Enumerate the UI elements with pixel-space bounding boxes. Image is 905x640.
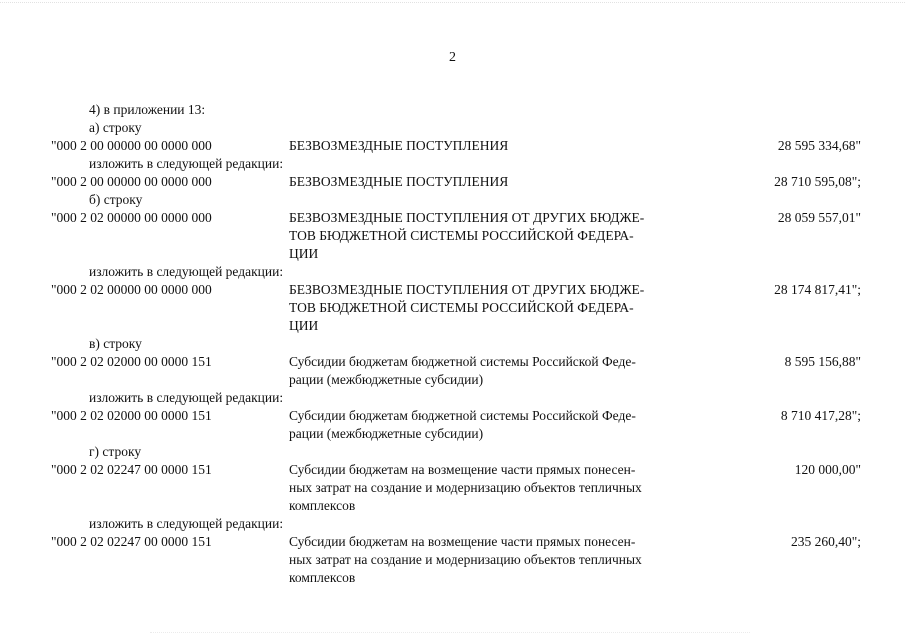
row-amount: 28 174 817,41"; xyxy=(774,282,861,297)
row-code: "000 2 02 02000 00 0000 151 xyxy=(51,408,212,423)
row-description: БЕЗВОЗМЕЗДНЫЕ ПОСТУПЛЕНИЯ xyxy=(289,138,509,153)
table-row-a-new xyxy=(0,173,905,191)
row-code: "000 2 02 00000 00 0000 000 xyxy=(51,210,212,225)
row-code: "000 2 00 00000 00 0000 000 xyxy=(51,138,212,153)
table-row-g-old xyxy=(0,461,905,515)
row-amount: 235 260,40"; xyxy=(790,534,861,549)
row-code: "000 2 02 02247 00 0000 151 xyxy=(51,462,212,477)
table-row-v-old xyxy=(0,353,905,389)
replace-instruction: изложить в следующей редакции: xyxy=(89,264,284,279)
subsection-a-label: а) строку xyxy=(89,120,142,135)
table-row-a-old xyxy=(0,137,905,155)
row-amount: 28 059 557,01" xyxy=(777,210,861,225)
row-code: "000 2 02 02247 00 0000 151 xyxy=(51,534,212,549)
table-row-b-old xyxy=(0,209,905,263)
row-description: БЕЗВОЗМЕЗДНЫЕ ПОСТУПЛЕНИЯ ОТ ДРУГИХ БЮДЖЕ- ТОВ БЮДЖЕТНОЙ СИСТЕМЫ РОССИЙСКОЙ ФЕДЕРА- ЦИИ xyxy=(289,210,645,261)
page-number: 2 xyxy=(449,50,456,65)
table-row-v-new xyxy=(0,407,905,443)
subsection-g-label: г) строку xyxy=(89,444,142,459)
row-description: Субсидии бюджетам бюджетной системы Российской Феде- рации (межбюджетные субсидии) xyxy=(289,408,636,441)
row-description: Субсидии бюджетам на возмещение части прямых понесен- ных затрат на создание и модернизацию объектов тепличных комплексов xyxy=(289,462,642,513)
replace-instruction: изложить в следующей редакции: xyxy=(89,156,284,171)
row-amount: 28 595 334,68" xyxy=(777,138,861,153)
row-amount: 28 710 595,08"; xyxy=(774,174,861,189)
document-body xyxy=(0,101,905,587)
subsection-v-label: в) строку xyxy=(89,336,142,351)
table-row-b-new xyxy=(0,281,905,335)
row-code: "000 2 02 02000 00 0000 151 xyxy=(51,354,212,369)
subsection-b-label: б) строку xyxy=(89,192,143,207)
row-description: БЕЗВОЗМЕЗДНЫЕ ПОСТУПЛЕНИЯ ОТ ДРУГИХ БЮДЖЕ- ТОВ БЮДЖЕТНОЙ СИСТЕМЫ РОССИЙСКОЙ ФЕДЕРА- ЦИИ xyxy=(289,282,645,333)
row-code: "000 2 02 00000 00 0000 000 xyxy=(51,282,212,297)
row-amount: 8 595 156,88" xyxy=(784,354,861,369)
table-row-g-new xyxy=(0,533,905,587)
replace-instruction: изложить в следующей редакции: xyxy=(89,390,284,405)
row-amount: 8 710 417,28"; xyxy=(780,408,861,423)
row-description: Субсидии бюджетам на возмещение части прямых понесен- ных затрат на создание и модернизацию объектов тепличных комплексов xyxy=(289,534,642,585)
scan-artifact-bottom xyxy=(150,632,750,634)
section-heading: 4) в приложении 13: xyxy=(89,102,206,117)
scan-artifact-top xyxy=(0,2,905,5)
row-amount: 120 000,00" xyxy=(794,462,861,477)
replace-instruction: изложить в следующей редакции: xyxy=(89,516,284,531)
row-code: "000 2 00 00000 00 0000 000 xyxy=(51,174,212,189)
row-description: Субсидии бюджетам бюджетной системы Российской Феде- рации (межбюджетные субсидии) xyxy=(289,354,636,387)
row-description: БЕЗВОЗМЕЗДНЫЕ ПОСТУПЛЕНИЯ xyxy=(289,174,509,189)
